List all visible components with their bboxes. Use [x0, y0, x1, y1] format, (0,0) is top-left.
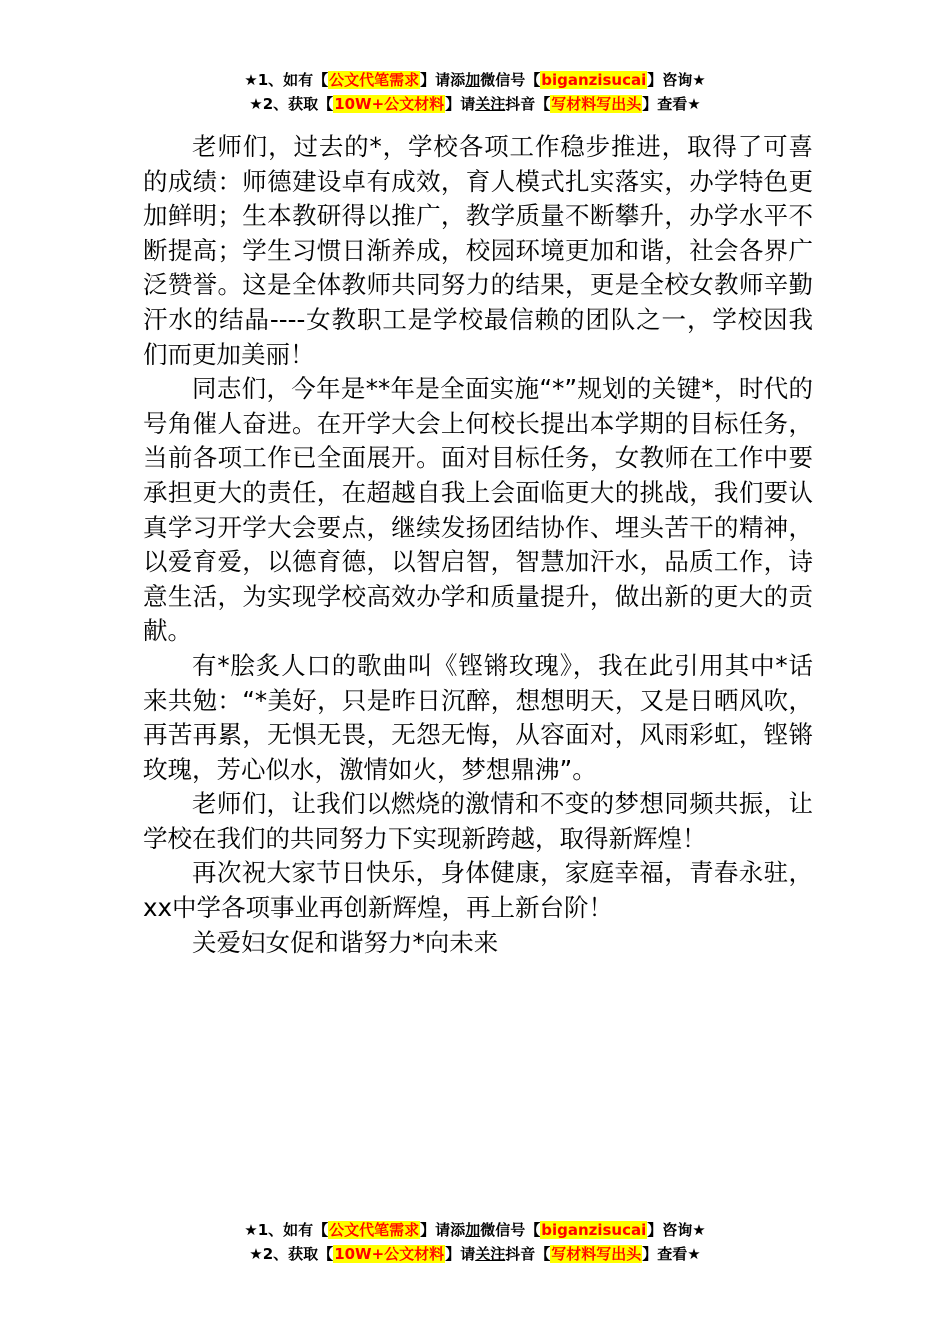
- banner-text: 】请: [445, 1245, 476, 1263]
- paragraph: 老师们，过去的*，学校各项工作稳步推进，取得了可喜的成绩：师德建设卓有成效，育人模式扎实落实，办学特色更加鲜明；生本教研得以推广，教学质量不断攀升，办学水平不断提高；学生习惯日渐养成，校园环境更加和谐，社会各界广泛赞誉。这是全体教师共同努力的结果，更是全校女教师辛勤汗水的结晶----女教职工是学校最信赖的团队之一，学校因我们而更加美丽！: [143, 132, 813, 369]
- banner-line-1: [0, 68, 950, 92]
- underlined-text: 加: [465, 71, 481, 89]
- banner-text: 】查看★: [642, 1245, 701, 1263]
- banner-text: ★2、获取【: [249, 1245, 334, 1263]
- paragraph: 老师们，让我们以燃烧的激情和不变的梦想同频共振，让学校在我们的共同努力下实现新跨越，取得新辉煌！: [143, 789, 813, 853]
- banner-text: 】咨询★: [647, 1221, 706, 1239]
- banner-text: ★2、获取【: [249, 95, 334, 113]
- banner-text: ★1、如有【: [244, 1221, 329, 1239]
- highlight-douyin-id: 写材料写出头: [551, 95, 642, 113]
- banner-text: 抖音【: [505, 95, 551, 113]
- banner-text: 】咨询★: [647, 71, 706, 89]
- banner-line-2: [0, 92, 950, 116]
- paragraph-closing-line: 关爱妇女促和谐努力*向未来: [192, 927, 499, 957]
- underlined-text: 关注: [475, 95, 506, 113]
- banner-text: 抖音【: [505, 1245, 551, 1263]
- banner-text: 】请添: [420, 71, 466, 89]
- paragraph: 再次祝大家节日快乐，身体健康，家庭幸福，青春永驻，xx中学各项事业再创新辉煌，再上新台阶！: [143, 858, 813, 923]
- footer-banner: [0, 1218, 950, 1266]
- banner-line-2: [0, 1242, 950, 1266]
- highlight-materials: 10W+公文材料: [334, 1245, 445, 1263]
- banner-text: 】查看★: [642, 95, 701, 113]
- banner-text: 微信号【: [480, 1221, 541, 1239]
- document-body: [143, 130, 813, 960]
- highlight-wechat-id: biganzisucai: [541, 71, 647, 89]
- banner-text: 微信号【: [480, 71, 541, 89]
- highlight-service: 公文代笔需求: [329, 1221, 420, 1239]
- highlight-douyin-id: 写材料写出头: [551, 1245, 642, 1263]
- highlight-service: 公文代笔需求: [329, 71, 420, 89]
- highlight-wechat-id: biganzisucai: [541, 1221, 647, 1239]
- underlined-text: 关注: [475, 1245, 506, 1263]
- highlight-materials: 10W+公文材料: [334, 95, 445, 113]
- paragraph: 同志们，今年是**年是全面实施“*”规划的关键*，时代的号角催人奋进。在开学大会上何校长提出本学期的目标任务，当前各项工作已全面展开。面对目标任务，女教师在工作中要承担更大的责任，在超越自我上会面临更大的挑战，我们要认真学习开学大会要点，继续发扬团结协作、埋头苦干的精神，以爱育爱，以德育德，以智启智，智慧加汗水，品质工作，诗意生活，为实现学校高效办学和质量提升，做出新的更大的贡献。: [143, 374, 813, 646]
- banner-text: 】请: [445, 95, 476, 113]
- banner-line-1: [0, 1218, 950, 1242]
- paragraph: 有*脍炙人口的歌曲叫《铿锵玫瑰》，我在此引用其中*话来共勉：“*美好，只是昨日沉醉，想想明天，又是日晒风吹，再苦再累，无惧无畏，无怨无悔，从容面对，风雨彩虹，铿锵玫瑰，芳心似水，激情如火，梦想鼎沸”。: [143, 650, 813, 784]
- banner-text: ★1、如有【: [244, 71, 329, 89]
- header-banner: [0, 68, 950, 116]
- banner-text: 】请添: [420, 1221, 466, 1239]
- underlined-text: 加: [465, 1221, 481, 1239]
